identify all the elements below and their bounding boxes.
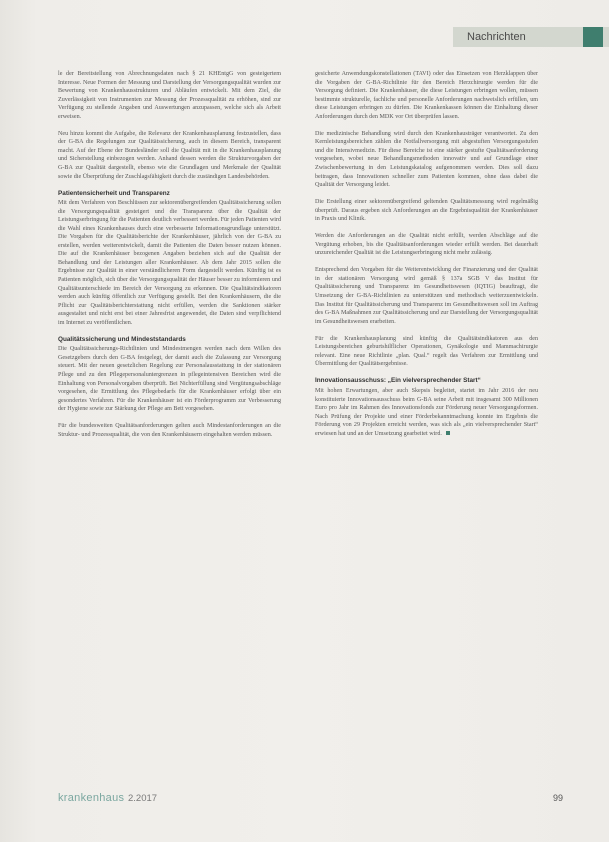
body-paragraph: Die medizinische Behandlung wird durch den Krankenhausträger verantwortet. Zu den Kernleistungsbereichen zählen die Notfallversorgung mit abgestuften Versorgungsstufen und die Intensivmedizin. Für diese Bereiche ist eine stärker gestufte Qualitätsanforderung vorgesehen, wobei neue Behandlungsmethoden innovativ und auf Grundlage einer Zwischenbewertung in den Leistungskatalog aufgenommen werden. Dies soll dazu beitragen, dass Innovationen schneller zum Patienten kommen, ohne dass dabei die Qualität der Versorgung leidet. (315, 130, 538, 189)
page-footer (0, 792, 609, 808)
issue-number: 2.2017 (128, 793, 158, 804)
right-column (315, 70, 538, 447)
body-paragraph: le der Bereitstellung von Abrechnungsdaten nach § 21 KHEntgG von gesteigertem Interesse. Neue Formen der Messung und Darstellung der Versorgungsqualität wurden zur Bewertung von Krankenhausstrukturen und Abläufen entwickelt. Mit dem Ziel, die Zuverlässigkeit von Instrumenten zur Messung der Prozessqualität zu erhöhen, sind zur Verfügung zu stellende Angaben und Auswertungen anzupassen, welche sich als Arbeit erweisen. (58, 71, 281, 120)
left-column (58, 70, 281, 448)
body-paragraph: gesicherte Anwendungskonstellationen (TAVI) oder das Einsetzen von Herzklappen über die Vorgaben der G-BA-Richtlinie für den Bereich Herzchirurgie werden für die Versorgung definiert. Die Krankenhäuser, die diese Leistungen erbringen wollen, müssen bestimmte strukturelle, fachliche und personelle Anforderungen nachweislich erfüllen, um diese Leistungen erbringen zu dürfen. Die Krankenkassen können die Einhaltung dieser Anforderungen durch den MDK vor Ort überprüfen lassen. (315, 71, 538, 120)
body-paragraph: Neu hinzu kommt die Aufgabe, die Relevanz der Krankenhausplanung festzustellen, dass der G-BA die Regelungen zur Qualitätssicherung, auch in diesem Bereich, transparent macht. Auf der Ebene der Bundesländer soll die Qualität mit in die Krankenhausplanung und Sicherstellung einbezogen werden. Anhand dessen werden die Strukturvorgaben der G-BA zur Qualität dargestellt, ebenso wie die Grundlagen und Merkmale der Qualität sowie die Überprüfung der Zuschlagsfähigkeit durch die zuständigen Landesbehörden. (58, 130, 281, 180)
section-tab (453, 27, 609, 47)
section-color-square (583, 27, 603, 47)
section-heading: Innovationsausschuss: „Ein vielversprechender Start“ (315, 377, 481, 385)
body-paragraph: Die Erstellung einer sektorenübergreifend geltenden Qualitätsmessung wird regelmäßig überprüft. Daraus ergeben sich Anforderungen an die Ergebnisqualität der Krankenhäuser in Praxis und Klinik. (315, 199, 538, 223)
body-paragraph: Die Qualitätssicherungs-Richtlinien und Mindestmengen werden nach dem Willen des Gesetzgebers durch den G-BA festgelegt, der damit auch die Zulassung zur Versorgung steuert. Mit der neuen gesetzlichen Regelung zur Personalausstattung in der stationären Pflege und zu den Pflegepersonaluntergrenzen in pflegeintensiven Bereichen wird die Einhaltung von Personalvorgaben überprüft. Bei Nichterfüllung sind Vergütungsabschläge vorgesehen, die Ermittlung des Pflegebedarfs für die Krankenhäuser erfolgt über ein gesondertes Verfahren. Für die Krankenhäuser ist ein Förderprogramm zur Verbesserung der Hygiene sowie zur Stärkung der Pflege am Bett vorgesehen. (58, 346, 281, 413)
body-paragraph: Mit hohen Erwartungen, aber auch Skepsis begleitet, startet im Jahr 2016 der neu konstituierte Innovationsausschuss beim G-BA seine Arbeit mit insgesamt 300 Millionen Euro pro Jahr im Rahmen des Innovationsfonds zur Förderung neuer Versorgungsformen. Nach Prüfung der Projekte und einer Förderbekanntmachung konnte im Ergebnis die Förderung von 29 Projekten erreicht werden, was sich als „ein vielversprechender Start“ erwiesen hat und an der Umsetzung gearbeitet wird. (315, 387, 538, 437)
body-paragraph: Entsprechend den Vorgaben für die Weiterentwicklung der Finanzierung und der Qualität in der stationären Versorgung wird gemäß § 137a SGB V das Institut für Qualitätssicherung und Transparenz im Gesundheitswesen (IQTIG) beauftragt, die Umsetzung der G-BA-Richtlinien zu unterstützen und methodisch weiterzuentwickeln. Das Institut für Qualitätssicherung und Transparenz im Gesundheitswesen soll im Auftrag des G-BA Maßnahmen zur Qualitätssicherung und zur Darstellung der Versorgungsqualität im Gesundheitswesen erarbeiten. (315, 267, 538, 325)
body-paragraph: Für die Krankenhausplanung sind künftig die Qualitätsindikatoren aus den Leistungsbereichen geburtshilflicher Operationen, Gynäkologie und Mammachirurgie relevant. Eine neue Richtlinie „plan. Qual.“ regelt das Verfahren zur Ermittlung und Übermittlung der Qualitätsergebnisse. (315, 335, 538, 368)
section-heading: Qualitätssicherung und Mindeststandards (58, 335, 186, 343)
article-end-mark (446, 431, 450, 435)
section-title: Nachrichten (467, 31, 526, 43)
page-number: 99 (552, 793, 563, 803)
body-paragraph: Werden die Anforderungen an die Qualität nicht erfüllt, werden Abschläge auf die Vergütung erhoben, bis die Qualitätsanforderungen wieder erfüllt werden. Bei dauerhaft unzureichender Qualität ist die Leistungserbringung nicht mehr zulässig. (315, 233, 538, 257)
body-paragraph: Für die bundesweiten Qualitätsanforderungen gelten auch Mindestanforderungen an die Struktur- und Prozessqualität, die von den Krankenhäusern eingehalten werden müssen. (58, 423, 281, 438)
magazine-logo: krankenhaus (58, 792, 125, 804)
body-paragraph: Mit dem Verfahren von Beschlüssen zur sektorenübergreifenden Qualitätssicherung sollen die Versorgungsqualität gesteigert und die Transparenz über die Qualität der Leistungserbringung für die Patienten deutlich verbessert werden. Für jeden Patienten wird die Wahl eines Krankenhauses durch eine verbesserte Informationsgrundlage unterstützt. Die Vorgaben für die Qualitätsberichte der Krankenhäuser, jährlich von der G-BA zu erstellen, werden weiterentwickelt, damit die Patienten die Daten besser nutzen können. Die auf die Krankenhäuser bezogenen Angaben beziehen sich auf die Qualität der Behandlung und der Leistungen aller Krankenhäuser. Ab dem Jahr 2015 sollen die Ergebnisse zur Qualität in einer verständlicheren Form dargestellt werden. Künftig ist es Patienten möglich, sich über die Versorgungsqualität der Häuser besser zu informieren und Qualitätsunterschiede im Bereich der Versorgung zu erkennen. Die Qualitätsindikatoren werden auch künftig öffentlich zur Verfügung gestellt. Bei den Krankenhäusern, die die Pflicht zur Qualitätsberichterstattung nicht erfüllen, werden die Sanktionen stärker ausgestaltet und nicht erst bei einer Jahresfrist angewendet, die Daten sind verpflichtend im Internet zu veröffentlichen. (58, 200, 281, 326)
section-heading: Patientensicherheit und Transparenz (58, 189, 170, 197)
